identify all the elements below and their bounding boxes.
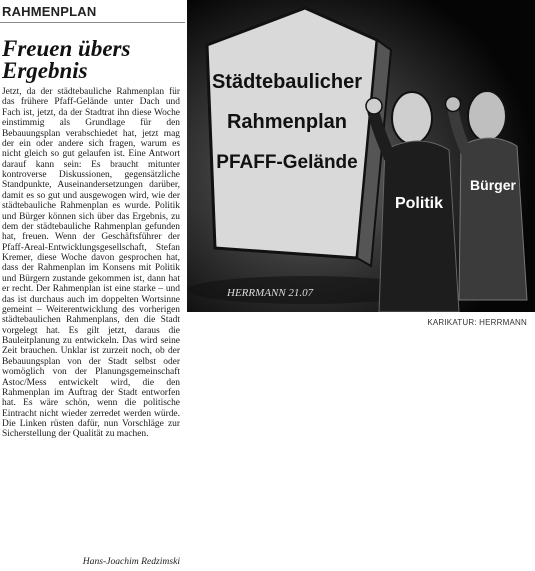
article-headline: Freuen übers Ergebnis <box>2 36 131 83</box>
section-rubric: RAHMENPLAN <box>2 4 97 19</box>
article-author: Hans-Joachim Redzimski <box>82 556 180 567</box>
figure-label-buerger: Bürger <box>470 177 516 193</box>
cartoon-image <box>187 0 535 312</box>
sign-text-line2: Rahmenplan <box>226 111 348 133</box>
sign-text-line1: Städtebaulicher <box>211 71 363 93</box>
article-paragraph: Jetzt, da der städtebauliche Rahmenplan für das frühere Pfaff-Gelände unter Dach und Fach ist, jetzt, da der Stadtrat ihn diese Woche einstimmig als Grundlage für den Bebauungsplan verabschiedet hat, jetzt mag der ein oder andere sich fragen, warum es nicht gleich so gut gelaufen ist. Eine Antwort darauf kann sein: Es braucht mitunter kontroverse Diskussionen, gegensätzliche Standpunkte, Auseinandersetzungen darüber, damit es so gut und ausgewogen wird, wie der städtebauliche Rahmenplan es wurde. Politik und Bürger können sich über das Ergebnis, zu dem der städtebauliche Rahmenplan gefunden hat, freuen. Wenn der Geschäftsführer der Pfaff-Areal-Entwicklungsgesellschaft, Stefan Kremer, diese Woche davon gesprochen hat, dass der Rahmenplan im Konsens mit Politik und Bürgern zustande gekommen ist, dann hat er recht. Der Rahmenplan ist eine starke – und das ist durchaus auch im doppelten Wortsinne gemeint – Weiterentwicklung des vorherigen städtebaulichen Rahmenplans, den die Stadt vorgelegt hat. Es gilt jetzt, daraus die Bauleitplanung zu entwickeln. Das wird seine Zeit brauchen. Unklar ist zurzeit noch, ob der Bebauungsplan von der Stadt selbst oder womöglich von der Planungsgemeinschaft Astoc/Mess entwickelt wird, die den Rahmenplan im Auftrag der Stadt entworfen hat. Es wäre schön, wenn die politische Eintracht nicht wieder zerredet werden würde. Die Linken rüsten dafür, nun Vorschläge zur Sicherstellung der Qualität zu machen. <box>2 87 180 440</box>
cartoon-drawing <box>187 0 535 312</box>
artist-signature: HERRMANN 21.07 <box>227 287 314 299</box>
figure-label-politik: Politik <box>394 195 444 212</box>
sign-text-line3: PFAFF-Gelände <box>216 152 358 173</box>
article-body <box>2 87 180 440</box>
cartoon-credit: KARIKATUR: HERRMANN <box>427 318 527 327</box>
rubric-rule <box>0 22 185 23</box>
